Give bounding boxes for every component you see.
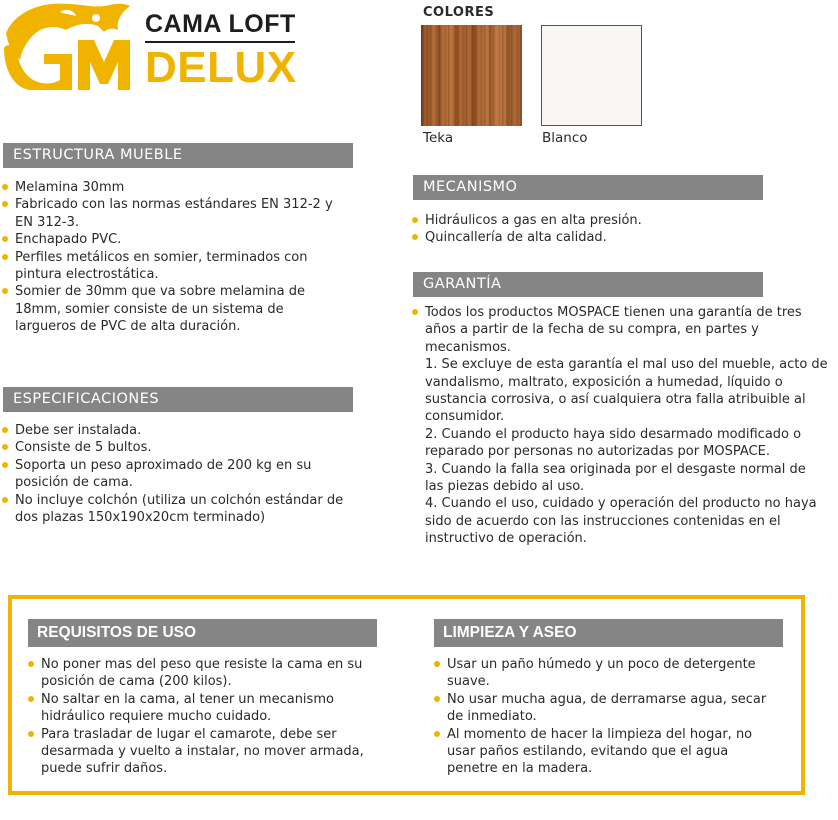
list-especificaciones — [0, 422, 350, 526]
list-item: Perfiles metálicos en somier, terminados con pintura electrostática. — [0, 249, 345, 284]
list-item: Melamina 30mm — [0, 179, 345, 196]
list-item: No saltar en la cama, al tener un mecanismo hidráulico requiere mucho cuidado. — [26, 691, 386, 726]
warranty-clause-2: 2. Cuando el producto haya sido desarmado modificado o reparado por personas no autorizadas por MOSPACE. — [425, 426, 802, 460]
section-bar-requisitos: REQUISITOS DE USO — [28, 619, 377, 647]
list-requisitos — [26, 656, 386, 778]
list-mecanismo — [410, 212, 770, 247]
section-bar-especificaciones: ESPECIFICACIONES — [3, 387, 353, 412]
list-item: Fabricado con las normas estándares EN 312-2 y EN 312-3. — [0, 196, 345, 231]
list-item: Consiste de 5 bultos. — [0, 439, 350, 456]
product-title: CAMA LOFT — [145, 10, 296, 38]
warranty-intro-list — [410, 304, 828, 356]
list-item: Usar un paño húmedo y un poco de detergente suave. — [432, 656, 777, 691]
list-item: Para trasladar de lugar el camarote, debe ser desarmada y vuelto a instalar, no mover armada, puede sufrir daños. — [26, 726, 386, 778]
product-subtitle: DELUX — [145, 43, 297, 92]
warranty-clause-1: 1. Se excluye de esta garantía el mal uso del mueble, acto de vandalismo, maltrato, exposición a humedad, líquido o sustancia corrosiva, o así cualquiera otra falla atribuible al consumidor. — [425, 357, 828, 425]
section-bar-limpieza: LIMPIEZA Y ASEO — [434, 619, 783, 647]
list-item: Hidráulicos a gas en alta presión. — [410, 212, 770, 229]
swatch-blanco-label: Blanco — [542, 130, 588, 146]
list-item: No poner mas del peso que resiste la cama en su posición de cama (200 kilos). — [26, 656, 386, 691]
list-item: No incluye colchón (utiliza un colchón estándar de dos plazas 150x190x20cm terminado) — [0, 492, 350, 527]
warranty-text — [410, 304, 828, 548]
list-limpieza — [432, 656, 777, 778]
list-item: Al momento de hacer la limpieza del hogar, no usar paños estilando, evitando que el agua penetre en la madera. — [432, 726, 777, 778]
swatch-teka-label: Teka — [423, 130, 454, 146]
list-item: Soporta un peso aproximado de 200 kg en su posición de cama. — [0, 457, 350, 492]
list-item: No usar mucha agua, de derramarse agua, secar de inmediato. — [432, 691, 777, 726]
list-item: Quincallería de alta calidad. — [410, 229, 770, 246]
swatch-blanco — [541, 25, 642, 126]
list-item: Somier de 30mm que va sobre melamina de 18mm, somier consiste de un sistema de largueros de PVC de alta duración. — [0, 283, 345, 335]
list-estructura — [0, 179, 345, 336]
warranty-clause-3: 3. Cuando la falla sea originada por el desgaste normal de las piezas debido al uso. — [425, 461, 806, 495]
section-bar-mecanismo: MECANISMO — [413, 175, 763, 200]
warranty-intro: Todos los productos MOSPACE tienen una garantía de tres años a partir de la fecha de su compra, en partes y mecanismos. — [410, 304, 828, 356]
list-item: Debe ser instalada. — [0, 422, 350, 439]
section-bar-garantia: GARANTÍA — [413, 272, 763, 297]
section-bar-estructura: ESTRUCTURA MUEBLE — [3, 143, 353, 168]
warranty-clause-4: 4. Cuando el uso, cuidado y operación del producto no haya sido de acuerdo con las instrucciones contenidas en el instructivo de operación. — [425, 496, 817, 547]
swatch-teka — [421, 25, 522, 126]
list-item: Enchapado PVC. — [0, 231, 345, 248]
colors-title: COLORES — [423, 5, 495, 20]
